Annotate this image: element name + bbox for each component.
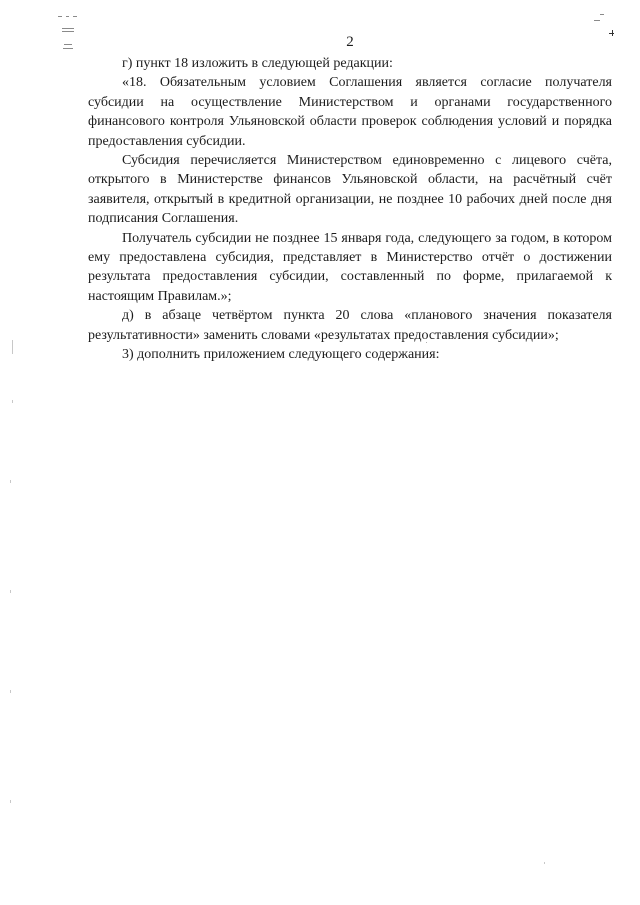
scan-mark (12, 400, 13, 403)
scan-mark (10, 690, 11, 693)
scan-mark (10, 800, 11, 803)
scan-mark (12, 340, 13, 354)
paragraph-clause-18: «18. Обязательным условием Соглашения является согласие получателя субсидии на осуществление Министерством и органами государственного финансового контроля Ульяновской области проверок соблюдения условий и порядка предоставления субсидии. (88, 75, 612, 149)
scan-mark (62, 31, 74, 32)
scan-mark (544, 862, 545, 864)
scan-mark (66, 16, 69, 17)
scan-mark (62, 28, 74, 29)
paragraph-subsidy-transfer: Субсидия перечисляется Министерством единовременно с лицевого счёта, открытого в Министерстве финансов Ульяновской области, на расчётный счёт заявителя, открытый в кредитной организации, не позднее 10 рабочих дней после дня подписания Соглашения. (88, 153, 612, 227)
paragraph-recipient-report: Получатель субсидии не позднее 15 января года, следующего за годом, в котором ему предоставлена субсидия, представляет в Министерство отчёт о достижении результата предоставления субсидии, составленный по форме, прилагаемой к настоящим Правилам.»; (88, 230, 612, 304)
page-number: 2 (346, 34, 354, 50)
scan-mark (594, 20, 600, 21)
scan-mark (10, 590, 11, 593)
paragraph-item-d: д) в абзаце четвёртом пункта 20 слова «планового значения показателя результативности» заменить словами «результатах предоставления субсидии»; (88, 308, 612, 343)
paragraph-item-g: г) пункт 18 изложить в следующей редакции: (122, 56, 393, 71)
scan-mark (73, 16, 77, 17)
scan-mark (600, 14, 604, 15)
paragraph-item-3: 3) дополнить приложением следующего содержания: (122, 347, 440, 363)
document-body (88, 54, 612, 365)
scan-mark (10, 480, 11, 483)
scan-mark (58, 16, 62, 17)
